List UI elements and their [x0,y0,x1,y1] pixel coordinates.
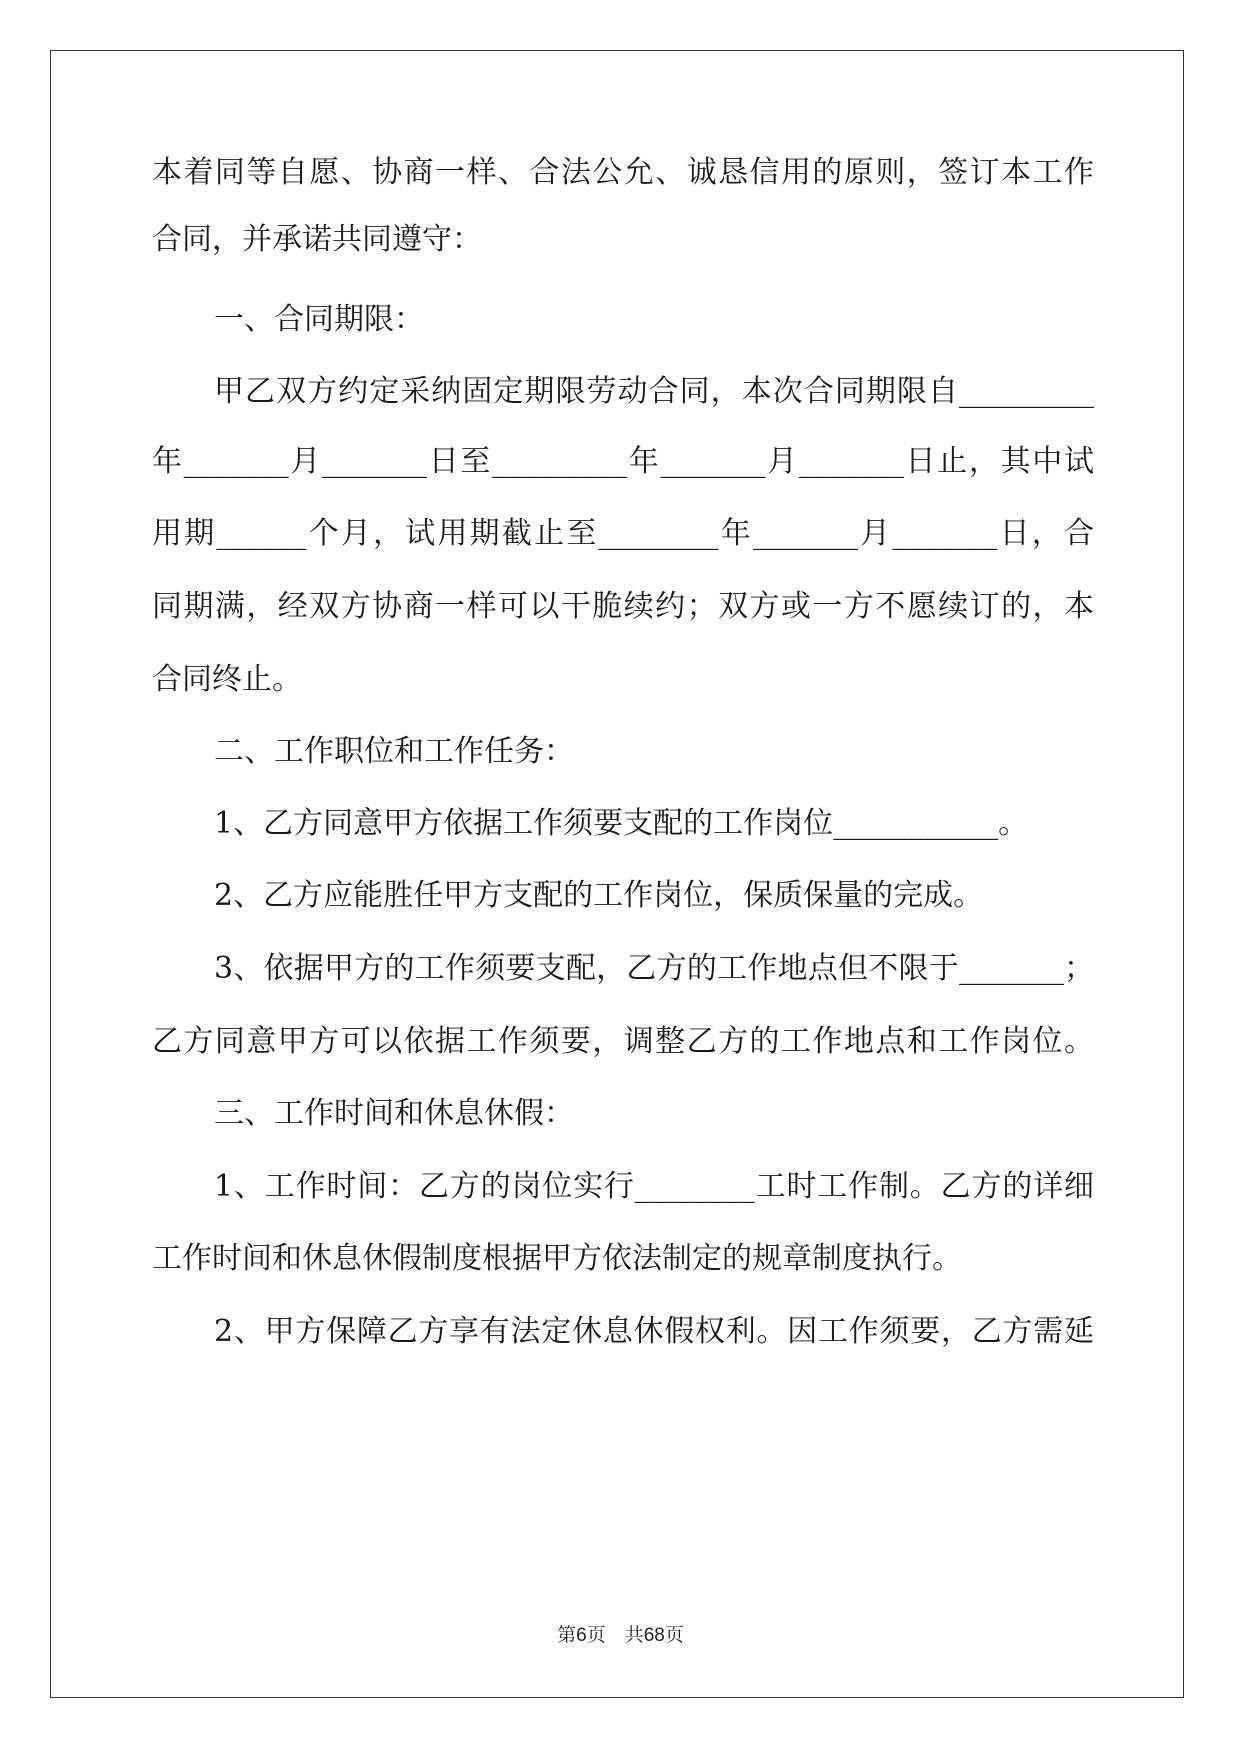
section-heading: 一、合同期限： [214,302,424,337]
page-number-footer [0,1620,1241,1647]
body-line: 甲乙双方约定采纳固定期限劳动合同，本次合同期限自_________ [214,374,1094,409]
body-line: 年_______月_______日至_________年_______月_______日止，其中试 [152,444,1094,479]
body-line: 合同，并承诺共同遵守： [152,222,482,257]
body-line: 合同终止。 [152,662,302,697]
body-line: 本着同等自愿、协商一样、合法公允、诚恳信用的原则，签订本工作 [152,155,1094,190]
body-line: 2、甲方保障乙方享有法定休息休假权利。因工作须要，乙方需延 [214,1314,1094,1349]
footer-suffix: 页 [664,1624,684,1646]
footer-prefix: 第 [557,1624,577,1646]
body-line: 工作时间和休息休假制度根据甲方依法制定的规章制度执行。 [152,1241,962,1276]
total-page-count: 68 [643,1625,665,1646]
body-line: 1、乙方同意甲方依据工作须要支配的工作岗位___________。 [214,806,1029,841]
body-line: 乙方同意甲方可以依据工作须要，调整乙方的工作地点和工作岗位。 [152,1024,1094,1059]
body-line: 2、乙方应能胜任甲方支配的工作岗位，保质保量的完成。 [214,878,984,913]
body-line: 用期______个月，试用期截止至________年_______月_______日，合 [152,516,1094,551]
footer-mid: 页 共 [586,1624,644,1646]
body-line: 同期满，经双方协商一样可以干脆续约；双方或一方不愿续订的，本 [152,589,1094,624]
section-heading: 三、工作时间和休息休假： [214,1096,574,1131]
current-page-number: 6 [576,1625,587,1646]
body-line: 1、工作时间：乙方的岗位实行________工时工作制。乙方的详细 [214,1169,1094,1204]
body-line: 3、依据甲方的工作须要支配，乙方的工作地点但不限于_______； [214,951,1094,986]
section-heading: 二、工作职位和工作任务： [214,734,574,769]
